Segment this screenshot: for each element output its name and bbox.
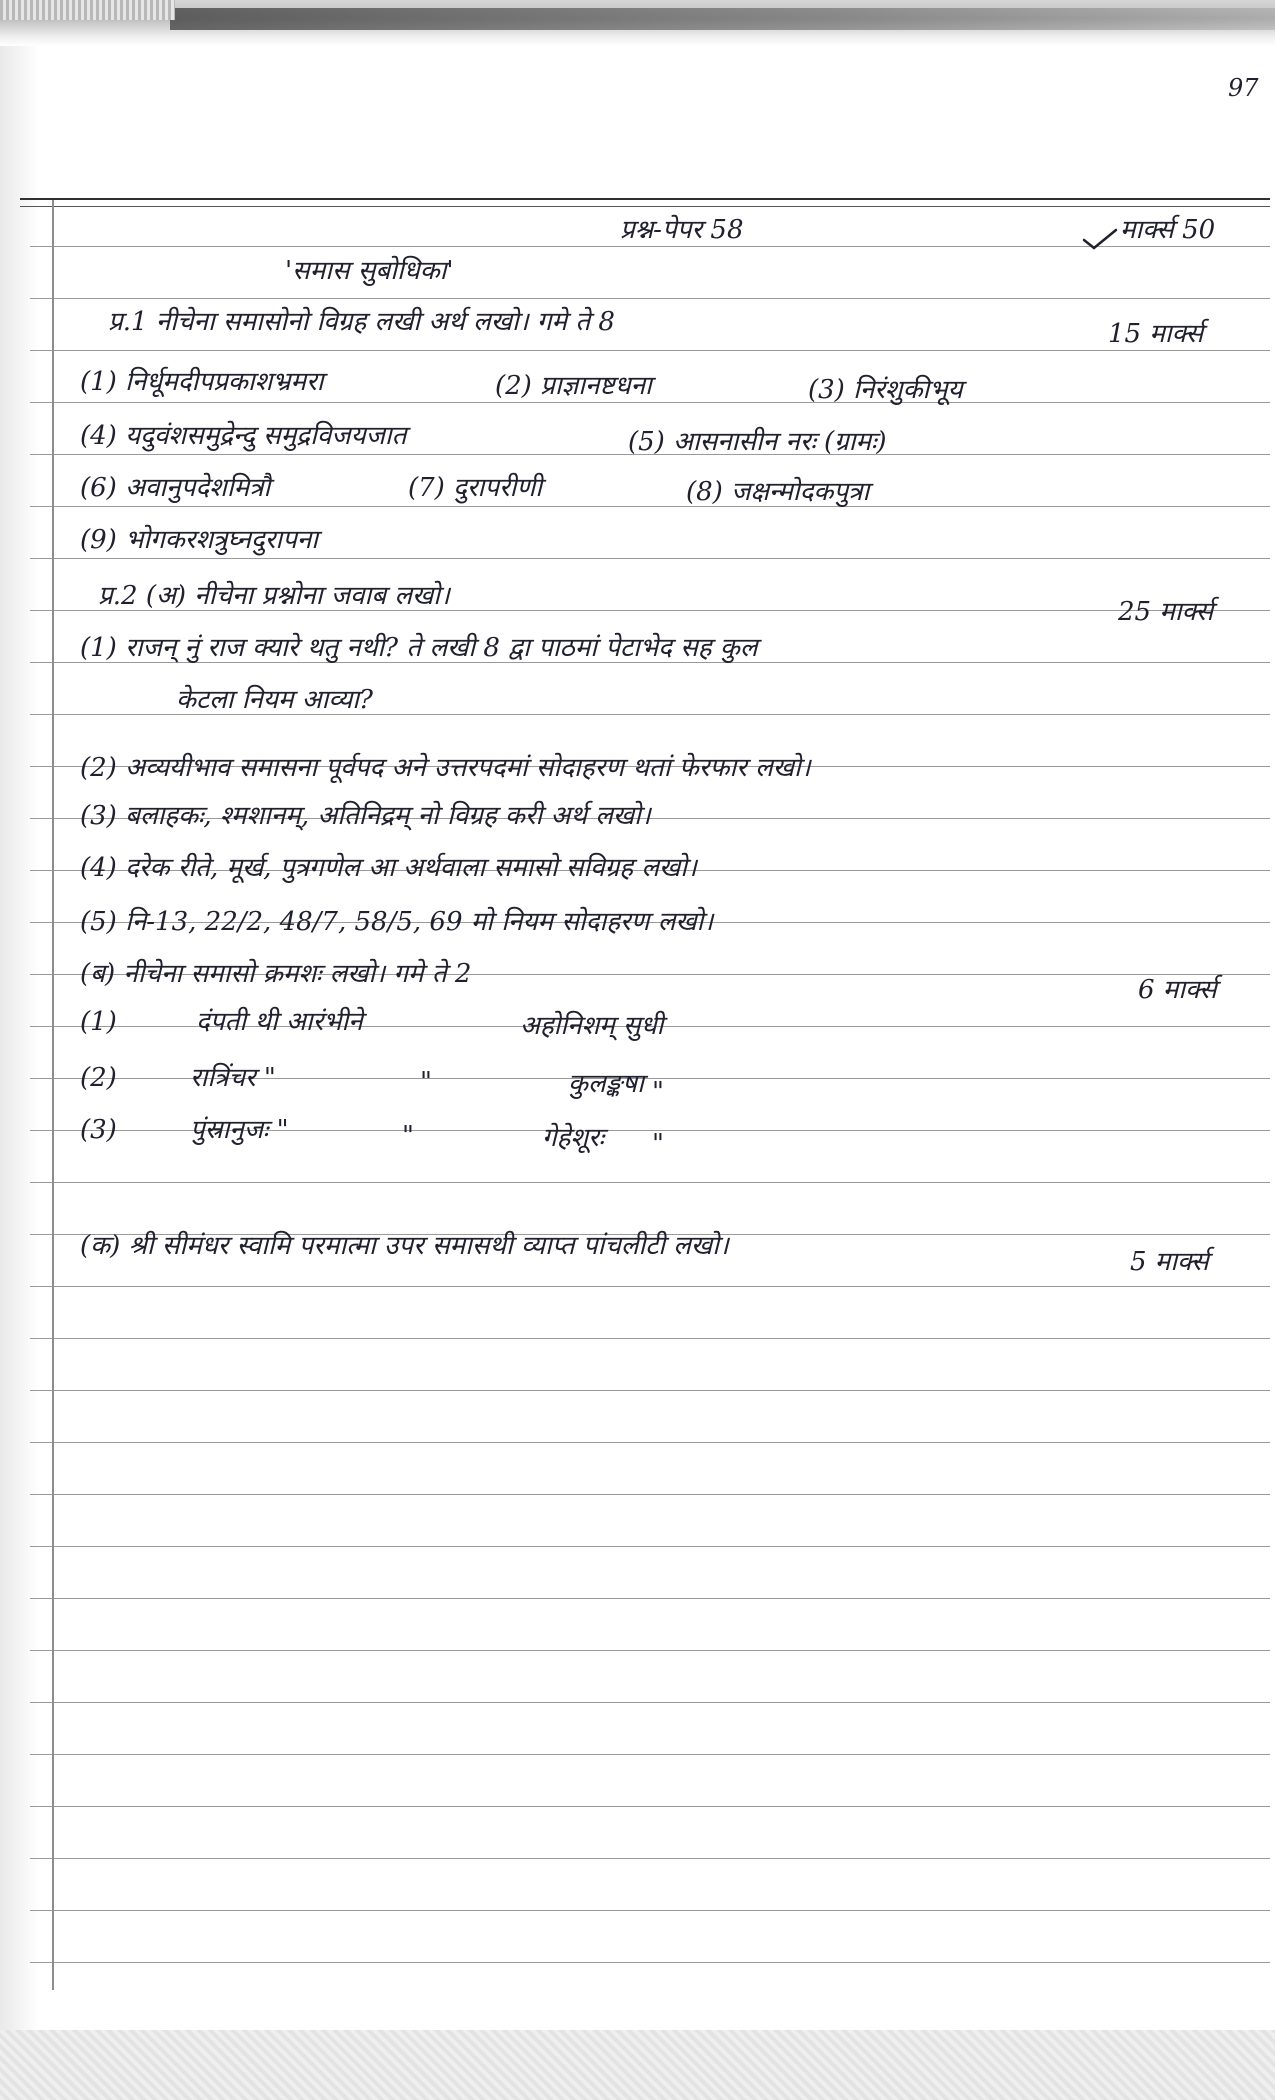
q2-marks: 25 मार्क्स [1118, 597, 1214, 627]
ruled-line [30, 1546, 1270, 1547]
page-number: 97 [1228, 74, 1259, 102]
q2b-num: (3) [80, 1115, 117, 1145]
ruled-line [30, 1286, 1270, 1287]
q2b-ditto: " [402, 1121, 414, 1151]
q2-item: (1) राजन् नुं राज क्यारे थतु नथी? ते लखी 8 द्वा पाठमां पेटाभेद सह कुल [80, 633, 758, 663]
q1-item: (7) दुरापरीणी [408, 473, 542, 503]
ruled-line [30, 506, 1270, 507]
scan-corner-noise [0, 0, 175, 20]
q2b-from: रात्रिंचर " [190, 1063, 276, 1093]
q2b-marks: 6 मार्क्स [1138, 975, 1217, 1005]
ruled-line [30, 1962, 1270, 1963]
q2c-marks: 5 मार्क्स [1130, 1247, 1209, 1277]
ruled-line [30, 1858, 1270, 1859]
header-rule [20, 198, 1270, 200]
q1-item: (9) भोगकरशत्रुघ्नदुरापना [80, 525, 319, 555]
ruled-line [30, 558, 1270, 559]
ruled-line [30, 1598, 1270, 1599]
q1-marks: 15 मार्क्स [1108, 319, 1204, 349]
q2b-from: पुंस्रानुजः " [190, 1115, 289, 1145]
q2b-from: दंपती थी आरंभीने [196, 1007, 363, 1037]
ruled-line [30, 1442, 1270, 1443]
ruled-line [30, 1390, 1270, 1391]
q2b-num: (2) [80, 1063, 117, 1093]
ruled-line [30, 350, 1270, 351]
q2b-to: कुलङ्कषा [568, 1069, 644, 1099]
q1-item: (3) निरंशुकीभूय [808, 375, 963, 405]
q2b-end: " [652, 1129, 664, 1159]
ruled-line [30, 1338, 1270, 1339]
q1-heading: प्र.1 नीचेना समासोनो विग्रह लखी अर्थ लखो। गमे ते 8 [108, 307, 615, 337]
scan-bottom-shadow [0, 2030, 1275, 2100]
q1-item: (5) आसनासीन नरः (ग्रामः) [628, 427, 887, 457]
ruled-line [30, 1806, 1270, 1807]
q1-item: (1) निर्धूमदीपप्रकाशभ्रमरा [80, 367, 324, 397]
q1-item: (4) यदुवंशसमुद्रेन्दु समुद्रविजयजात [80, 421, 407, 451]
ruled-line [30, 298, 1270, 299]
q2b-to: गेहेशूरः [542, 1123, 605, 1153]
q1-item: (2) प्राज्ञानष्टधना [495, 371, 652, 401]
total-marks: मार्क्स 50 [1120, 215, 1216, 245]
ruled-line [30, 1494, 1270, 1495]
q2-item-cont: केटला नियम आव्या? [176, 685, 373, 715]
paper-number: प्रश्न-पेपर 58 [620, 215, 744, 245]
q1-item: (8) जक्षन्मोदकपुत्रा [686, 477, 870, 507]
q2b-heading: (ब) नीचेना समासो क्रमशः लखो। गमे ते 2 [80, 959, 472, 989]
q2b-to: अहोनिशम् सुधी [520, 1011, 664, 1041]
q2-item: (3) बलाहकः, श्मशानम्, अतिनिद्रम् नो विग्रह करी अर्थ लखो। [80, 801, 651, 831]
ruled-line [30, 1182, 1270, 1183]
q2-item: (5) नि-13, 22/2, 48/7, 58/5, 69 मो नियम सोदाहरण लखो। [80, 907, 714, 937]
q2c-heading: (क) श्री सीमंधर स्वामि परमात्मा उपर समासथी व्याप्त पांचलीटी लखो। [80, 1231, 729, 1261]
q2b-num: (1) [80, 1007, 117, 1037]
scan-left-edge [0, 40, 40, 2030]
ruled-line [30, 1650, 1270, 1651]
margin-line [52, 200, 54, 1990]
ruled-line [30, 1702, 1270, 1703]
q2-item: (2) अव्ययीभाव समासना पूर्वपद अने उत्तरपदमां सोदाहरण थतां फेरफार लखो। [80, 753, 811, 783]
q1-item: (6) अवानुपदेशमित्रौ [80, 473, 271, 503]
q2-item: (4) दरेक रीते, मूर्ख, पुत्रगणेल आ अर्थवाला समासो सविग्रह लखो। [80, 853, 697, 883]
scan-top-band [170, 8, 1275, 30]
tick-mark-icon [1082, 228, 1118, 250]
ruled-line [30, 1754, 1270, 1755]
q2-heading: प्र.2 (अ) नीचेना प्रश्नोना जवाब लखो। [98, 581, 450, 611]
paper-title: 'समास सुबोधिका' [285, 256, 454, 286]
header-rule-2 [20, 206, 1270, 207]
q2b-ditto: " [420, 1067, 432, 1097]
ruled-line [30, 402, 1270, 403]
ruled-line [30, 1910, 1270, 1911]
q2b-end: " [652, 1077, 664, 1107]
